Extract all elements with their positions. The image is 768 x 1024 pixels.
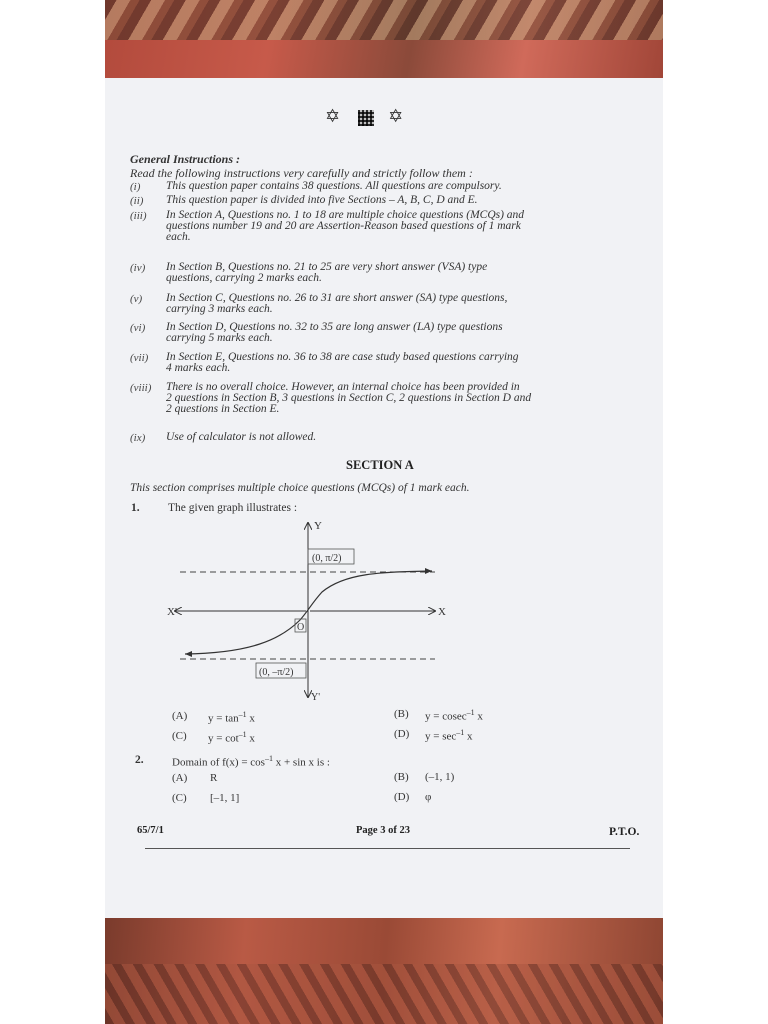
instruction-line: 2 questions in Section E. [166,403,280,415]
qr-code-icon [358,110,374,126]
instruction-text [166,293,646,315]
instruction-number: (vi) [130,322,146,334]
option-key: (A) [172,710,188,722]
please-turn-over: P.T.O. [609,826,640,838]
instruction-line: In Section A, Questions no. 1 to 18 are multiple choice questions (MCQs) and [166,209,525,221]
instruction-number: (i) [130,181,141,193]
x-axis-neg-label: X' [167,606,177,618]
instruction-text [166,181,646,192]
inverse-tangent-graph [150,515,470,705]
page-number: Page 3 of 23 [356,825,410,836]
option-key: (C) [172,792,187,804]
x-axis-label: X [438,606,446,618]
lower-asymptote-label: (0, –π/2) [259,667,294,678]
instruction-number: (iv) [130,262,146,274]
instruction-text [166,210,646,243]
star-of-david-icon: ✡ [325,106,359,126]
option-text: $y = \cot^{-1} x$ [208,730,255,745]
instruction-text [166,322,646,344]
instruction-text [166,262,646,284]
instruction-line: In Section D, Questions no. 32 to 35 are long answer (LA) type questions [166,321,503,333]
option-text: $y = \tan^{-1} x$ [208,710,255,725]
instruction-number: (ii) [130,195,144,207]
instruction-line: In Section C, Questions no. 26 to 31 are short answer (SA) type questions, [166,292,508,304]
star-of-david-icon: ✡ [388,106,422,126]
option-text: R [210,772,218,784]
instruction-line: In Section B, Questions no. 21 to 25 are very short answer (VSA) type [166,261,488,273]
option-text: φ [425,791,432,803]
background-fabric-top [105,0,663,78]
instruction-line: questions, carrying 2 marks each. [166,272,322,284]
y-axis-neg-label: Y' [311,692,321,703]
instruction-line: In Section E, Questions no. 36 to 38 are case study based questions carrying [166,351,519,363]
upper-asymptote-label: (0, π/2) [312,553,342,564]
instructions-intro: Read the following instructions very carefully and strictly follow them : [130,166,473,180]
option-key: (B) [394,771,409,783]
instruction-line: Use of calculator is not allowed. [166,431,317,443]
option-key: (B) [394,708,409,720]
footer-rule [145,848,630,849]
question-text: The given graph illustrates : [168,502,298,514]
instruction-text [166,352,646,374]
instruction-number: (viii) [130,382,152,394]
instruction-line: carrying 3 marks each. [166,303,273,315]
option-text: [–1, 1] [210,792,240,804]
option-key: (D) [394,791,410,803]
instruction-line: questions number 19 and 20 are Assertion-Reason based questions of 1 mark [166,220,521,232]
instruction-line: There is no overall choice. However, an internal choice has been provided in [166,381,520,393]
instructions-title: General Instructions : [130,152,241,166]
instruction-line: This question paper contains 38 questions. All questions are compulsory. [166,180,502,192]
instruction-text [166,432,646,443]
instruction-line: This question paper is divided into five Sections – A, B, C, D and E. [166,194,478,206]
instruction-number: (vii) [130,352,149,364]
background-fabric-bottom [105,918,663,1024]
option-key: (C) [172,730,187,742]
instruction-number: (iii) [130,210,147,222]
section-description: This section comprises multiple choice questions (MCQs) of 1 mark each. [130,482,470,494]
instruction-text [166,195,646,206]
origin-label: O [297,622,305,633]
section-title: SECTION A [346,458,414,472]
y-axis-label: Y [314,520,322,532]
instruction-text [166,382,646,415]
instruction-line: each. [166,231,191,243]
option-text: (–1, 1) [425,771,455,783]
question-text: Domain of $f(x) = \cos^{-1} x + \sin x$ is : [172,754,330,769]
instruction-line: carrying 5 marks each. [166,332,273,344]
option-text: y = cosec$^{-1}$ x [425,708,483,723]
instruction-line: 2 questions in Section B, 3 questions in Section C, 2 questions in Section D and [166,392,532,404]
instruction-number: (ix) [130,432,146,444]
question-number: 1. [131,502,140,514]
option-key: (A) [172,772,188,784]
option-key: (D) [394,728,410,740]
instruction-number: (v) [130,293,143,305]
question-number: 2. [135,754,144,766]
paper-code: 65/7/1 [137,825,164,836]
header-icons [325,106,421,127]
option-text: $y = \sec^{-1} x$ [425,728,473,743]
instruction-line: 4 marks each. [166,362,231,374]
